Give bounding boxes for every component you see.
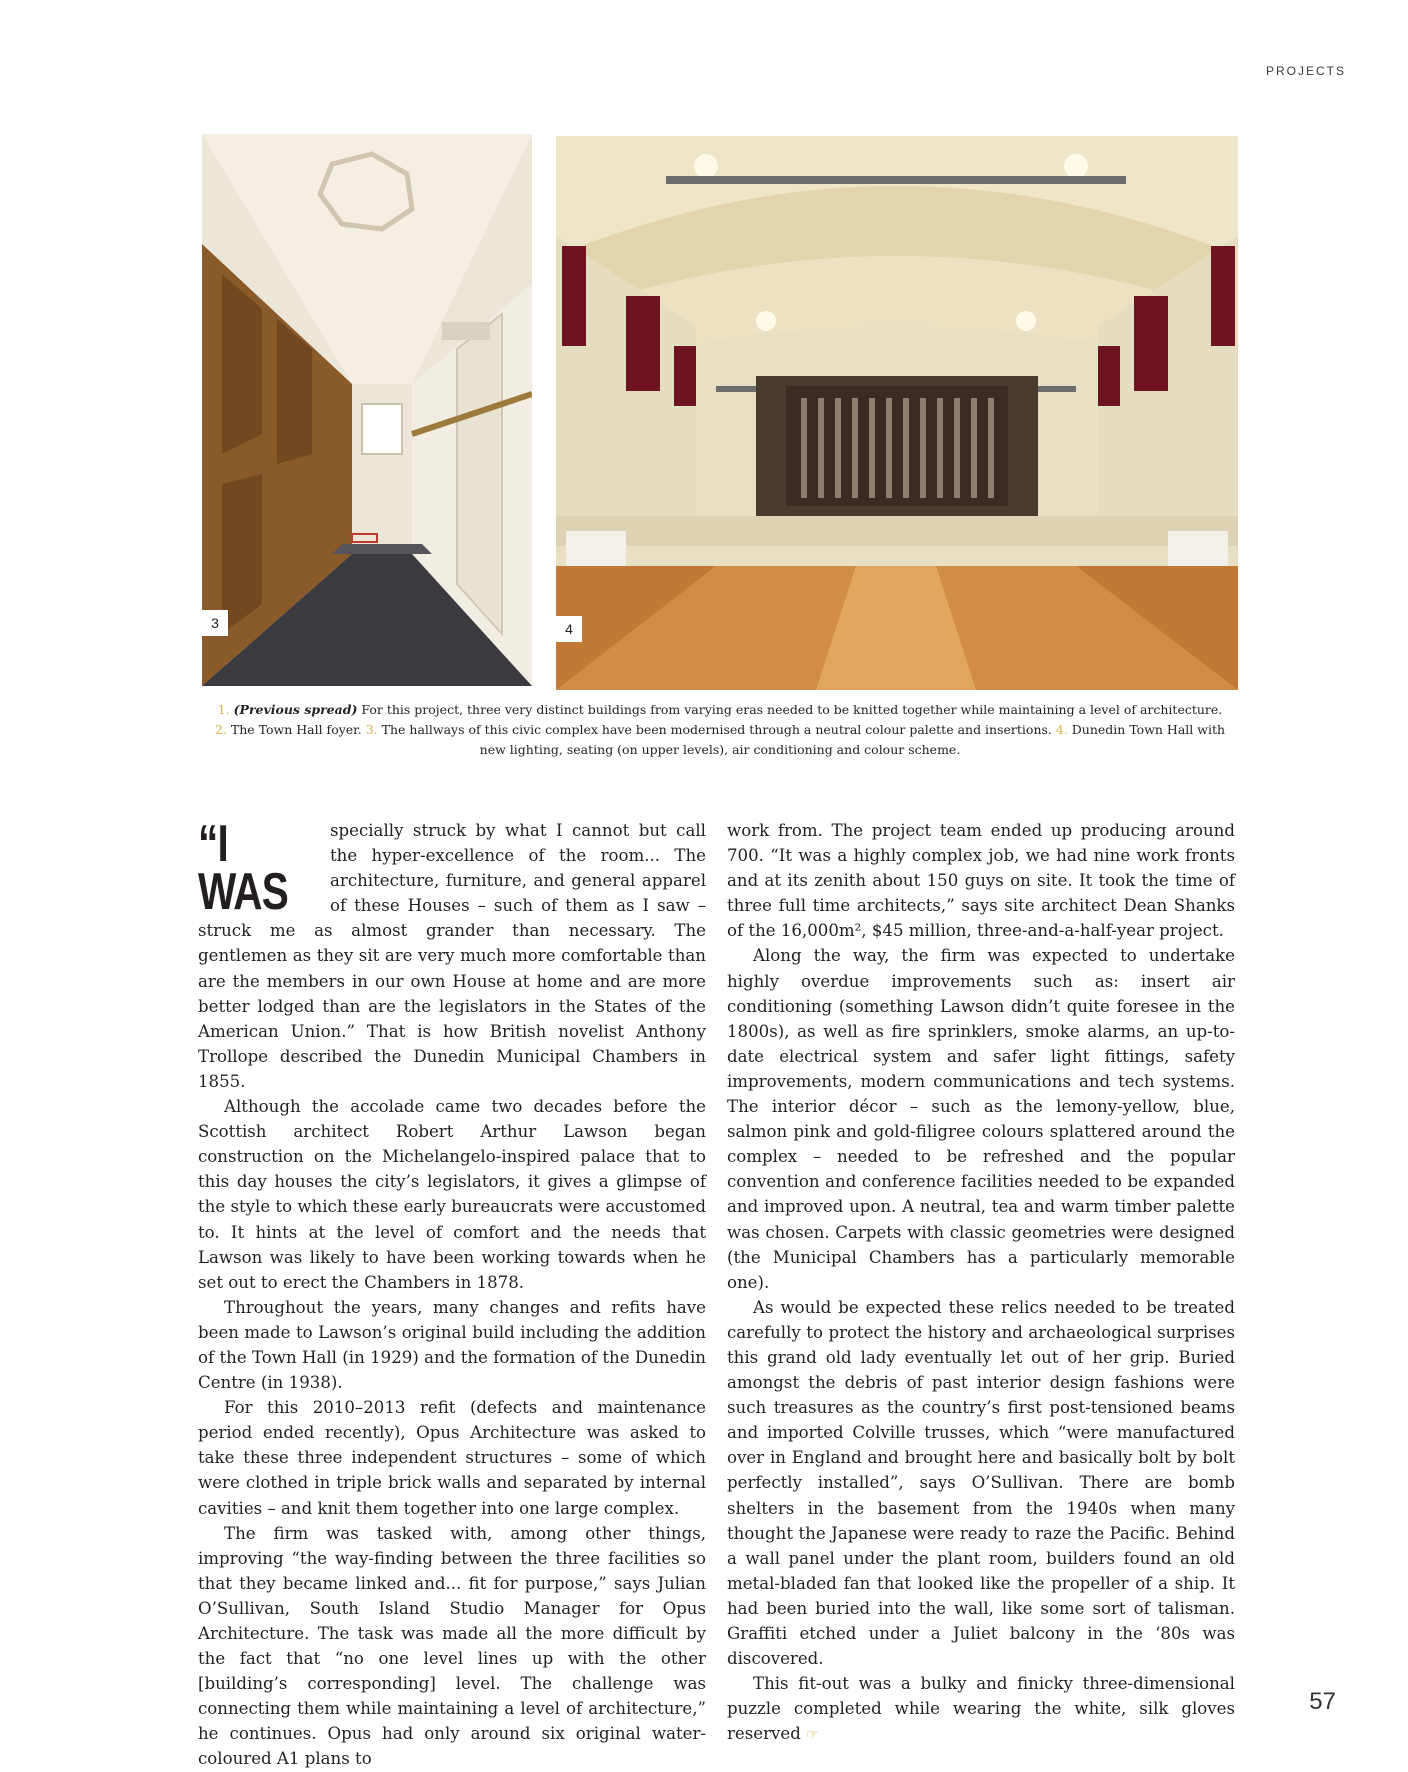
paragraph-text: specially struck by what I cannot but call the hyper-excellence of the room... The architecture, furniture, and general apparel of these Houses – such of them as I saw – struck me as almost grander than necessary. The gentlemen as they sit are very much more comfortable than are the members in our own House at home and are more better lodged than are the legislators in the States of the American Union.” That is how British novelist Anthony Trollope described the Dunedin Municipal Chambers in 1855. bbox=[198, 821, 706, 1091]
article-column-right bbox=[727, 818, 1235, 1748]
town-hall-illustration bbox=[556, 136, 1238, 690]
caption-italic: (Previous spread) bbox=[233, 702, 358, 717]
article-column-left bbox=[198, 815, 706, 1772]
article-paragraph: The firm was tasked with, among other things, improving “the way-finding between the three facilities so that they became linked and... fit for purpose,” says Julian O’Sullivan, South Island Studio Manager for Opus Architecture. The task was made all the more difficult by the fact that “no one level lines up with the other [building’s corresponding] level. The challenge was connecting them while maintaining a level of architecture,” he continues. Opus had only around six original water-coloured A1 plans to bbox=[198, 1523, 706, 1769]
photo-hallway bbox=[202, 134, 532, 686]
section-label: PROJECTS bbox=[1265, 64, 1346, 78]
caption-number: 4. bbox=[1055, 722, 1068, 737]
drop-cap: “I WAS bbox=[198, 815, 289, 921]
article-paragraph: Throughout the years, many changes and refits have been made to Lawson’s original build including the addition of the Town Hall (in 1929) and the formation of the Dunedin Centre (in 1938). bbox=[198, 1297, 706, 1393]
article-paragraph: Along the way, the firm was expected to undertake highly overdue improvements such as: insert air conditioning (something Lawson didn’t quite foresee in the 1800s), as well as fire sprinklers, smoke alarms, an up-to-date electrical system and safer light fittings, safety improvements, modern communications and tech systems. The interior décor – such as the lemony-yellow, blue, salmon pink and gold-filigree colours splattered around the complex – needed to be refreshed and the popular convention and conference facilities needed to be expanded and improved upon. A neutral, tea and warm timber palette was chosen. Carpets with classic geometries were designed (the Municipal Chambers has a particularly memorable one). bbox=[727, 946, 1235, 1292]
caption-text: Dunedin Town Hall with new lighting, seating (on upper levels), air conditioning and colour scheme. bbox=[479, 722, 1226, 757]
hallway-illustration bbox=[202, 134, 532, 686]
article-paragraph: work from. The project team ended up producing around 700. “It was a highly complex job, we had nine work fronts and at its zenith about 150 guys on site. It took the time of three full time architects,” says site architect Dean Shanks of the 16,000m², $45 million, three-and-a-half-year project. bbox=[727, 821, 1235, 941]
article-paragraph bbox=[727, 1671, 1235, 1748]
caption-text: The Town Hall foyer. bbox=[226, 722, 366, 737]
photo-number-badge: 4 bbox=[556, 616, 582, 642]
caption-text: The hallways of this civic complex have been modernised through a neutral colour palette and insertions. bbox=[377, 722, 1056, 737]
photo-town-hall bbox=[556, 136, 1238, 690]
photo-caption bbox=[200, 700, 1240, 760]
caption-text: For this project, three very distinct buildings from varying eras needed to be knitted together while maintaining a level of architecture. bbox=[357, 702, 1223, 717]
caption-number: 1. bbox=[217, 702, 230, 717]
article-paragraph: As would be expected these relics needed to be treated carefully to protect the history and archaeological surprises this grand old lady eventually let out of her grip. Buried amongst the debris of past interior design fashions were such treasures as the country’s first post-tensioned beams and imported Colville trusses, which “were manufactured over in England and brought here and basically bolt by bolt perfectly installed”, says O’Sullivan. There are bomb shelters in the basement from the 1940s when many thought the Japanese were ready to raze the Pacific. Behind a wall panel under the plant room, builders found an old metal-bladed fan that looked like the propeller of a ship. It had been buried into the wall, like some sort of talisman. Graffiti etched under a Juliet balcony in the ‘80s was discovered. bbox=[727, 1297, 1235, 1669]
article-paragraph bbox=[198, 815, 706, 1094]
continue-arrow-icon: ☞ bbox=[806, 1727, 819, 1744]
caption-number: 2. bbox=[214, 722, 227, 737]
article-paragraph: For this 2010–2013 refit (defects and maintenance period ended recently), Opus Architecture was asked to take these three independent structures – some of which were clothed in triple brick walls and separated by internal cavities – and knit them together into one large complex. bbox=[198, 1398, 706, 1518]
paragraph-text: This fit-out was a bulky and finicky three-dimensional puzzle completed while wearing the white, silk gloves reserved bbox=[727, 1674, 1235, 1744]
article-paragraph: Although the accolade came two decades before the Scottish architect Robert Arthur Lawson began construction on the Michelangelo-inspired palace that to this day houses the city’s legislators, it gives a glimpse of the style to which these early bureaucrats were accustomed to. It hints at the level of comfort and the needs that Lawson was likely to have been working towards when he set out to erect the Chambers in 1878. bbox=[198, 1097, 706, 1292]
caption-number: 3. bbox=[365, 722, 378, 737]
photo-number-badge: 3 bbox=[202, 610, 228, 636]
page-number: 57 bbox=[1309, 1688, 1336, 1715]
